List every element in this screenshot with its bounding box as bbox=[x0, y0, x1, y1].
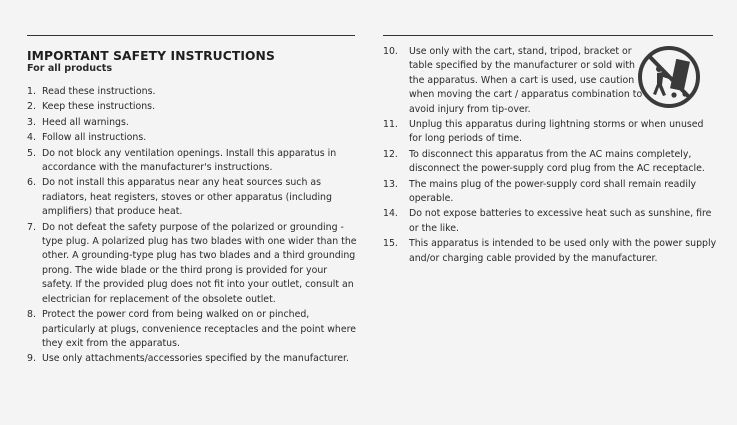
no-cart-tipover-icon bbox=[637, 45, 701, 109]
item-text: Use only with the cart, stand, tripod, bracket or table specified by the manufacturer or sold with the apparatus. When a cart is used, use caution when moving the cart / apparatus combination to avoid injury from tip-over. bbox=[409, 46, 643, 115]
item-number: 2. bbox=[27, 101, 36, 113]
item-text: Do not defeat the safety purpose of the polarized or grounding -type plug. A polarized plug has two blades with one wider than the other. A grounding-type plug has two blades and a third grounding prong. The wide blade or the third prong is provided for your safety. If the provided plug does not fit into your outlet, consult an electrician for replacement of the obsolete outlet. bbox=[42, 221, 357, 305]
item-number: 11. bbox=[383, 119, 398, 131]
item-text: The mains plug of the power-supply cord shall remain readily operable. bbox=[409, 178, 697, 205]
item-text: Do not expose batteries to excessive heat such as sunshine, fire or the like. bbox=[409, 208, 712, 234]
item-text: Do not install this apparatus near any heat sources such as radiators, heat registers, stoves or other apparatus (including amplifiers) that produce heat. bbox=[42, 177, 332, 218]
item-number: 6. bbox=[27, 177, 36, 189]
item-number: 1. bbox=[27, 86, 36, 97]
list-item bbox=[27, 308, 357, 351]
list-item bbox=[383, 178, 718, 207]
item-text: Follow all instructions. bbox=[42, 132, 147, 144]
item-number: 7. bbox=[27, 221, 36, 233]
item-text: Do not block any ventilation openings. Install this apparatus in accordance with the manufacturer's instructions. bbox=[42, 147, 337, 174]
instructions-list-left bbox=[27, 85, 357, 367]
list-item bbox=[383, 207, 718, 236]
list-item bbox=[27, 176, 357, 219]
list-item bbox=[27, 116, 357, 130]
left-column bbox=[27, 45, 357, 368]
item-number: 12. bbox=[383, 148, 398, 160]
item-text: Keep these instructions. bbox=[42, 101, 156, 113]
page-title: IMPORTANT SAFETY INSTRUCTIONS bbox=[27, 49, 275, 63]
top-rule-right bbox=[383, 35, 713, 36]
item-number: 5. bbox=[27, 147, 36, 159]
item-number: 8. bbox=[27, 309, 36, 321]
item-text: This apparatus is intended to be used only with the power supply and/or charging cable provided by the manufacturer. bbox=[409, 238, 717, 264]
list-item bbox=[383, 118, 718, 147]
list-item bbox=[27, 85, 357, 99]
list-item bbox=[383, 148, 718, 177]
item-number: 13. bbox=[383, 178, 398, 190]
list-item bbox=[383, 237, 718, 266]
list-item bbox=[27, 352, 357, 366]
item-number: 10. bbox=[383, 46, 398, 57]
item-text: Unplug this apparatus during lightning storms or when unused for long periods of time. bbox=[409, 119, 704, 145]
list-item bbox=[27, 221, 357, 307]
item-number: 4. bbox=[27, 132, 36, 144]
item-text: Read these instructions. bbox=[42, 86, 156, 97]
page-subtitle: For all products bbox=[27, 63, 113, 74]
item-number: 14. bbox=[383, 208, 398, 220]
item-text: Use only attachments/accessories specified by the manufacturer. bbox=[42, 353, 349, 365]
list-item bbox=[27, 131, 357, 145]
item-text: Heed all warnings. bbox=[42, 116, 129, 128]
top-rule-left bbox=[27, 35, 355, 36]
item-number: 3. bbox=[27, 116, 36, 128]
item-number: 15. bbox=[383, 238, 398, 250]
list-item bbox=[27, 100, 357, 114]
item-text: Protect the power cord from being walked on or pinched, particularly at plugs, convenience receptacles and the point where they exit from the apparatus. bbox=[42, 309, 357, 349]
item-text: To disconnect this apparatus from the AC mains completely, disconnect the power-supply cord plug from the AC receptacle. bbox=[409, 148, 705, 175]
item-number: 9. bbox=[27, 353, 36, 365]
list-item bbox=[27, 147, 357, 176]
